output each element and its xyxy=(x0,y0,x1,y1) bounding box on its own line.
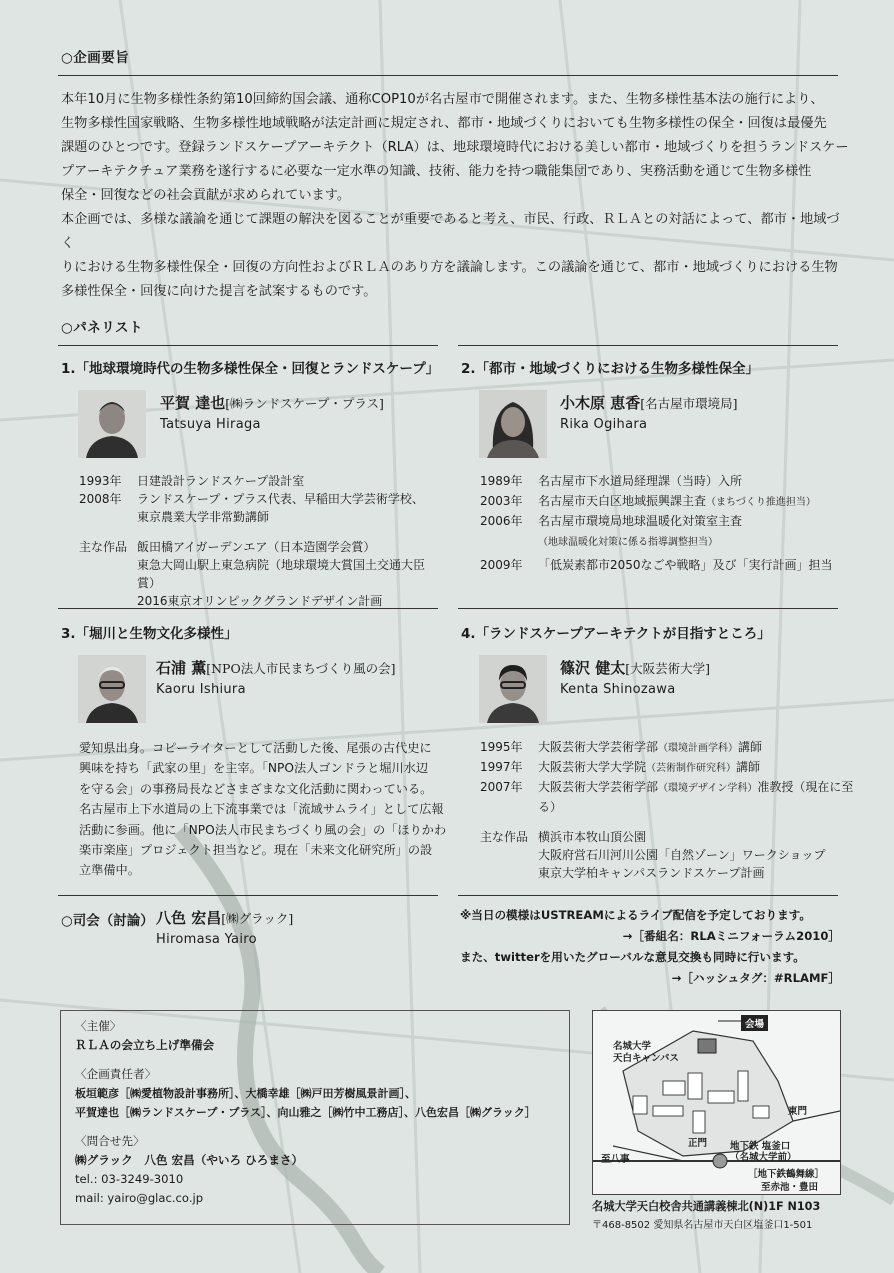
career-year: 2006年 xyxy=(480,514,523,528)
career-year: 2007年 xyxy=(480,780,523,794)
career-text: 「低炭素都市2050なごや戦略」及び「実行計画」担当 xyxy=(538,558,833,572)
career-text: ランドスケープ・プラス代表、早稲田大学芸術学校、 xyxy=(137,492,424,506)
ustream-line: →［番組名：RLAミニフォーラム2010］ xyxy=(622,929,840,943)
panelist-4-affiliation: [大阪芸術大学] xyxy=(625,661,710,676)
panelist-2-name-block xyxy=(560,392,738,432)
career-text: 大阪芸術大学大学院（芸術制作研究科）講師 xyxy=(538,760,761,774)
venue-address-line1: 名城大学天白校舎共通講義棟北(N)1F N103 xyxy=(592,1200,821,1213)
venue-map xyxy=(592,1010,841,1195)
career-year: 1993年 xyxy=(79,474,122,488)
panelist-2-name: 小木原 恵香 xyxy=(560,394,641,412)
works-item: 大阪府営石川河川公園「自然ゾーン」ワークショップ xyxy=(538,848,826,862)
overview-line: 生物多様性国家戦略、生物多様性地域戦略が法定計画に規定され、都市・地域づくりにおいても生物多様性の保全・回復は最優先 xyxy=(61,116,827,131)
overview-heading: ○企画要旨 xyxy=(61,50,130,66)
overview-body xyxy=(61,88,851,304)
bio-line: 活動に参画。他に「NPO法人市民まちづくり風の会」の「ほりかわ xyxy=(79,822,447,837)
map-to-akaike: 至赤池・豊田 xyxy=(761,1182,819,1193)
bio-line: を守る会」の事務局長などさまざまな文化活動に関わっている。 xyxy=(79,781,433,796)
career-year: 1989年 xyxy=(480,474,523,488)
organizer: ＲＬＡの会立ち上げ準備会 xyxy=(75,1038,215,1052)
contact-mail[interactable]: mail: yairo@glac.co.jp xyxy=(75,1191,204,1205)
panelist-3-roman-name: Kaoru Ishiura xyxy=(156,682,246,697)
panelist-4-name-block xyxy=(560,657,710,697)
moderator-name: 八色 宏昌 xyxy=(156,909,222,927)
map-to-yagoto: 至八事 xyxy=(601,1154,630,1165)
organizer-label: 〈主催〉 xyxy=(75,1019,122,1033)
career-text: 名古屋市天白区地域振興課主査（まちづくり推進担当） xyxy=(538,494,816,508)
panelist-1-name-block xyxy=(160,392,384,432)
panelist-4-photo xyxy=(479,655,547,723)
bio-line: 興味を持ち「武家の里」を主宰。「NPO法人ゴンドラと堀川水辺 xyxy=(79,761,429,776)
moderator-roman-name: Hiromasa Yairo xyxy=(156,932,257,947)
panelist-4-roman-name: Kenta Shinozawa xyxy=(560,682,676,697)
divider xyxy=(458,608,838,609)
divider xyxy=(58,608,438,609)
moderator-name-block xyxy=(156,907,293,947)
panelist-3-name-block xyxy=(156,657,395,697)
contact-name: ㈱グラック 八色 宏昌（やいろ ひろまさ） xyxy=(75,1153,304,1167)
panelist-1-career xyxy=(79,472,439,610)
ustream-line: →［ハッシュタグ：#RLAMF］ xyxy=(671,971,840,985)
works-label: 主な作品 xyxy=(79,540,128,554)
bio-line: 愛知県出身。コピーライターとして活動した後、尾張の古代史に xyxy=(79,741,432,755)
overview-line: 本企画では、多様な議論を通じて課題の解決を図ることが重要であると考え、市民、行政、ＲＬＡとの対話によって、都市・地域づく xyxy=(61,212,840,251)
overview-line: りにおける生物多様性保全・回復の方向性およびＲＬＡのあり方を議論します。この議論を通じて、都市・地域づくりにおける生物 xyxy=(61,260,838,275)
bio-line: 楽市楽座」プロジェクト担当など。現在「未来文化研究所」の設 xyxy=(79,843,433,858)
panelist-4-career xyxy=(480,738,860,882)
responsible-line: 平賀達也［㈱ランドスケープ・プラス］、向山雅之［㈱竹中工務店］、八色宏昌［㈱グラック］ xyxy=(75,1106,536,1119)
panelist-2-title: 2.「都市・地域づくりにおける生物多様性保全」 xyxy=(461,361,760,377)
overview-line: 多様性保全・回復に向けた提言を試案するものです。 xyxy=(61,284,377,299)
moderator-affiliation: [㈱グラック] xyxy=(221,911,294,926)
panelist-3-title: 3.「堀川と生物文化多様性」 xyxy=(61,626,238,642)
responsible-line: 板垣範彦［㈱愛植物設計事務所］、大橋幸雄［㈱戸田芳樹風景計画］、 xyxy=(75,1087,416,1100)
venue-address-line2: 〒468-8502 愛知県名古屋市天白区塩釜口1-501 xyxy=(592,1220,813,1231)
career-year: 2009年 xyxy=(480,558,523,572)
career-year xyxy=(79,508,137,526)
career-text: 名古屋市環境局地球温暖化対策室主査 xyxy=(538,514,743,528)
responsible-label: 〈企画責任者〉 xyxy=(75,1067,157,1081)
overview-line: 課題のひとつです。登録ランドスケープアーキテクト（RLA）は、地球環境時代における美しい都市・地域づくりを担うランドスケー xyxy=(61,140,849,155)
works-item: 2016東京オリンピックグランドデザイン計画 xyxy=(137,594,383,608)
career-text: 大阪芸術大学芸術学部（環境デザイン学科）准教授（現在に至る） xyxy=(538,780,854,814)
moderator-label: ○司会（討論） xyxy=(61,913,154,929)
panelist-4-name: 篠沢 健太 xyxy=(560,659,626,677)
panelist-1-roman-name: Tatsuya Hiraga xyxy=(160,417,261,432)
panelist-1-title: 1.「地球環境時代の生物多様性保全・回復とランドスケープ」 xyxy=(61,361,440,377)
works-item: 東急大岡山駅上東急病院（地球環境大賞国土交通大臣賞） xyxy=(137,558,426,590)
career-year: 1997年 xyxy=(480,760,523,774)
overview-line: 本年10月に生物多様性条約第10回締約国会議、通称COP10が名古屋市で開催されます。また、生物多様性基本法の施行により、 xyxy=(61,92,824,107)
works-item: 東京大学柏キャンパスランドスケープ計画 xyxy=(538,866,765,880)
divider xyxy=(458,895,838,896)
map-station-label: 地下鉄 塩釜口 （名城大学前） xyxy=(730,1141,797,1163)
career-text: 大阪芸術大学芸術学部（環境計画学科）講師 xyxy=(538,740,763,754)
career-year xyxy=(480,532,538,552)
panelist-1-affiliation: [㈱ランドスケープ・プラス] xyxy=(225,396,384,411)
ustream-line: ※当日の模様はUSTREAMによるライブ配信を予定しております。 xyxy=(460,908,811,922)
divider xyxy=(458,345,838,346)
divider xyxy=(58,895,438,896)
panelist-3-bio xyxy=(79,738,449,881)
map-main-gate: 正門 xyxy=(688,1138,708,1149)
works-item: 飯田橋アイガーデンエア（日本造園学会賞） xyxy=(137,540,376,554)
works-label: 主な作品 xyxy=(480,830,529,844)
career-text: 名古屋市下水道局経理課（当時）入所 xyxy=(538,474,743,488)
map-campus-label: 名城大学 天白キャンパス xyxy=(613,1041,679,1064)
ustream-note xyxy=(460,905,840,989)
panelist-1-photo xyxy=(78,390,146,458)
panelist-3-affiliation: [NPO法人市民まちづくり風の会] xyxy=(206,661,396,676)
panelists-heading: ○パネリスト xyxy=(61,320,144,336)
map-east-gate: 東門 xyxy=(788,1106,808,1117)
career-year: 2003年 xyxy=(480,494,523,508)
panelist-2-affiliation: [名古屋市環境局] xyxy=(640,396,738,411)
panelist-3-photo xyxy=(78,655,146,723)
overview-line: プアーキテクチュア業務を遂行するに必要な一定水準の知識、技術、能力を持つ職能集団であり、実務活動を通じて生物多様性 xyxy=(61,164,812,179)
panelist-1-name: 平賀 達也 xyxy=(160,394,226,412)
map-venue-label: 会場 xyxy=(741,1015,768,1031)
bio-line: 立準備中。 xyxy=(79,863,140,878)
ustream-line: また、twitterを用いたグローバルな意見交換も同時に行います。 xyxy=(460,950,805,964)
panelist-2-roman-name: Rika Ogihara xyxy=(560,417,648,432)
overview-line: 保全・回復などの社会貢献が求められています。 xyxy=(61,188,351,203)
works-item: 横浜市本牧山頂公園 xyxy=(538,830,647,844)
contact-label: 〈問合せ先〉 xyxy=(75,1134,145,1148)
map-subway-line: ［地下鉄鶴舞線］ xyxy=(748,1169,825,1180)
panelist-2-career xyxy=(480,472,850,576)
career-year: 2008年 xyxy=(79,492,122,506)
info-box xyxy=(60,1010,570,1225)
panelist-3-name: 石浦 薫 xyxy=(156,659,207,677)
divider xyxy=(58,345,438,346)
divider xyxy=(58,75,838,76)
bio-line: 名古屋市上下水道局の上下流事業では「流域サムライ」として広報 xyxy=(79,802,444,817)
career-text: 東京農業大学非常勤講師 xyxy=(137,510,270,524)
panelist-4-title: 4.「ランドスケープアーキテクトが目指すところ」 xyxy=(461,626,771,642)
career-year: 1995年 xyxy=(480,740,523,754)
career-text: 日建設計ランドスケープ設計室 xyxy=(137,474,305,488)
contact-tel: tel.: 03-3249-3010 xyxy=(75,1172,184,1186)
career-text: （地球温暖化対策に係る指導調整担当） xyxy=(538,537,718,548)
panelist-2-photo xyxy=(479,390,547,458)
